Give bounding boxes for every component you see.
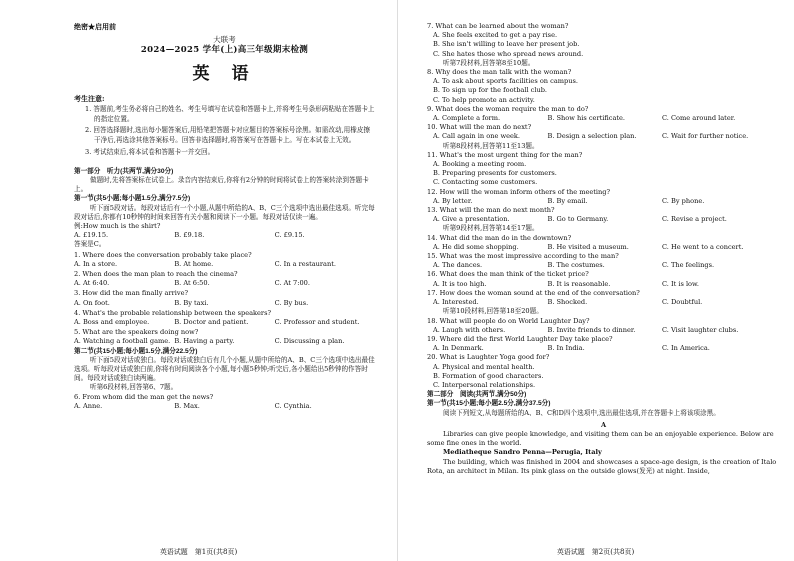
question-list xyxy=(427,22,780,390)
option-line: B. She isn't willing to leave her present job. xyxy=(433,40,580,49)
example-options xyxy=(74,231,375,240)
material-label: 听第8段材料,回答第11至13题。 xyxy=(443,141,539,150)
question-stem: 19. Where did the first World Laughter Day take place? xyxy=(427,334,613,343)
option-a: A. He did some shopping. xyxy=(433,242,519,251)
question-options xyxy=(427,197,780,206)
option-b: B. At home. xyxy=(174,259,214,268)
question-options xyxy=(74,318,375,327)
option-b: B. At 6:50. xyxy=(174,279,210,288)
example-option-b: B. £9.18. xyxy=(174,231,205,240)
option-a: A. At 6:40. xyxy=(74,279,110,288)
option-a: A. On foot. xyxy=(74,298,110,307)
option-b: B. By email. xyxy=(547,196,588,205)
left-footer: 英语试题 第1页(共8页) xyxy=(159,547,238,556)
question-options xyxy=(427,298,780,307)
example-option-a: A. £19.15. xyxy=(74,231,109,240)
question-stem: 10. What will the man do next? xyxy=(427,123,532,132)
option-line: A. Physical and mental health. xyxy=(433,362,535,371)
option-line: B. Preparing presents for customers. xyxy=(433,169,557,178)
passage-label: A xyxy=(600,420,607,429)
option-c: C. Revise a project. xyxy=(662,215,727,224)
note-item: 2. 回答选择题时,选出每小题答案后,用铅笔把答题卡对应题目的答案标号涂黑。如需改动,用橡皮擦干净后,再选涂其他答案标号。回答非选择题时,将答案写在答题卡上。写在本试卷上无效。 xyxy=(85,126,371,145)
sec2-title: 第二节(共15小题;每小题1.5分,满分22.5分) xyxy=(74,347,198,355)
question-6-options xyxy=(74,402,375,411)
option-b: B. By taxi. xyxy=(174,298,209,307)
option-a: A. Anne. xyxy=(74,401,103,410)
option-c: C. By phone. xyxy=(662,196,705,205)
option-line: B. To sign up for the football club. xyxy=(433,86,548,95)
option-b: B. Design a selection plan. xyxy=(547,132,637,141)
option-b: B. It is reasonable. xyxy=(547,279,611,288)
part1-title: 第一部分 听力(共两节,满分30分) xyxy=(74,167,174,175)
option-c: C. Doubtful. xyxy=(662,298,703,307)
passage-body: The building, which was finished in 2004 and showcases a space-age design, is the creation of Italo Rota, an architect in Milan. Its pink glass on the outside glows(发光) at night. Inside, xyxy=(427,457,777,475)
option-c: C. Wait for further notice. xyxy=(662,132,749,141)
option-line: C. Contacting some customers. xyxy=(433,178,538,187)
subject-title: 英 语 xyxy=(192,63,257,84)
option-a: A. Give a presentation. xyxy=(433,215,510,224)
material-label: 听第7段材料,回答第8至10题。 xyxy=(443,58,535,67)
question-options xyxy=(74,279,375,288)
note-item: 1. 答题前,考生务必将自己的姓名、考生号填写在试卷和答题卡上,并将考生号条形码粘贴在答题卡上的指定位置。 xyxy=(85,104,375,123)
option-b: B. Max. xyxy=(174,401,200,410)
option-b: B. Doctor and patient. xyxy=(174,318,249,327)
question-stem: 9. What does the woman require the man to do? xyxy=(427,104,589,113)
question-stem: 4. What's the probable relationship between the speakers? xyxy=(74,308,271,317)
option-line: C. She hates those who spread news around. xyxy=(433,49,584,58)
option-line: A. To ask about sports facilities on campus. xyxy=(433,77,578,86)
option-b: B. He visited a museum. xyxy=(547,242,629,251)
option-b: B. Invite friends to dinner. xyxy=(547,325,636,334)
question-stem: 1. Where does the conversation probably take place? xyxy=(74,250,252,259)
option-c: C. The feelings. xyxy=(662,261,715,270)
option-b: B. Having a party. xyxy=(174,337,235,346)
material-6-label: 听第6段材料,回答第6、7题。 xyxy=(90,383,178,392)
option-c: C. Cynthia. xyxy=(274,401,312,410)
option-a: A. Interested. xyxy=(433,298,479,307)
passage-intro: Libraries can give people knowledge, and visiting them can be an enjoyable experience. Below are some fine ones in the world. xyxy=(427,429,774,448)
option-b: B. The costumes. xyxy=(547,261,605,270)
question-options xyxy=(74,260,375,269)
exam-title: 2024—2025 学年(上)高三年级期末检测 xyxy=(140,45,309,56)
option-a: A. In Denmark. xyxy=(433,344,484,353)
option-c: C. Visit laughter clubs. xyxy=(662,325,739,334)
question-options xyxy=(427,261,780,270)
right-footer: 英语试题 第2页(共8页) xyxy=(556,547,635,556)
question-stem: 13. What will the man do next month? xyxy=(427,206,555,215)
question-options xyxy=(427,344,780,353)
question-options xyxy=(427,114,780,123)
reading-sec1-title: 第一节(共15小题;每小题2.5分,满分37.5分) xyxy=(427,400,551,408)
question-6: 6. From whom did the man get the news? xyxy=(74,392,214,401)
question-options xyxy=(427,132,780,141)
part2-title: 第二部分 阅读(共两节,满分50分) xyxy=(427,391,527,399)
option-a: A. Watching a football game. xyxy=(74,337,171,346)
question-stem: 15. What was the most impressive according to the man? xyxy=(427,252,619,261)
option-line: A. She feels excited to get a pay rise. xyxy=(433,31,558,40)
question-stem: 5. What are the speakers doing now? xyxy=(74,328,199,337)
question-stem: 8. Why does the man talk with the woman? xyxy=(427,68,572,77)
question-stem: 12. How will the woman inform others of the meeting? xyxy=(427,187,611,196)
question-stem: 3. How did the man finally arrive? xyxy=(74,289,189,298)
option-c: C. It is low. xyxy=(662,279,699,288)
question-options xyxy=(74,337,375,346)
note-item: 3. 考试结束后,将本试卷和答题卡一并交回。 xyxy=(85,148,215,156)
option-b: B. Show his certificate. xyxy=(547,114,626,123)
question-stem: 16. What does the man think of the ticket price? xyxy=(427,270,589,279)
question-stem: 14. What did the man do in the downtown? xyxy=(427,233,572,242)
option-c: C. Come around later. xyxy=(662,114,736,123)
notes-list xyxy=(74,105,375,158)
example-option-c: C. £9.15. xyxy=(274,231,305,240)
sec1-intro: 听下面5段对话。每段对话后有一个小题,从题中所给的A、B、C三个选项中选出最佳选项。听完每段对话后,你都有10秒钟的时间来回答有关小题和阅读下一小题。每段对话仅读一遍。 xyxy=(74,203,375,221)
example-question: 例:How much is the shirt? xyxy=(74,222,161,231)
question-options xyxy=(74,299,375,308)
sec1-title: 第一节(共5小题;每小题1.5分,满分7.5分) xyxy=(74,195,191,203)
reading-sec1-intro: 阅读下列短文,从每题所给的A、B、C和D四个选项中,选出最佳选项,并在答题卡上将该项涂黑。 xyxy=(443,408,720,417)
option-b: B. Shocked. xyxy=(547,298,588,307)
question-stem: 18. What will people do on World Laughter Day? xyxy=(427,316,590,325)
option-a: A. In a store. xyxy=(74,259,118,268)
option-line: A. Booking a meeting room. xyxy=(433,160,527,169)
question-options xyxy=(427,280,780,289)
sec2-intro: 听下面5段对话或独白。每段对话或独白后有几个小题,从题中所给的A、B、C三个选项中选出最佳选项。听每段对话或独白前,你将有时间阅读各个小题,每小题5秒钟;听完后,各小题给出5秒钟的作答时间。每段对话或独白读两遍。 xyxy=(74,355,375,383)
option-a: A. Laugh with others. xyxy=(433,325,506,334)
confidential-label: 绝密★启用前 xyxy=(74,22,116,31)
question-stem: 2. When does the man plan to reach the cinema? xyxy=(74,270,238,279)
option-c: C. At 7:00. xyxy=(274,279,310,288)
option-a: A. Call again in one week. xyxy=(433,132,520,141)
option-line: C. To help promote an activity. xyxy=(433,95,535,104)
option-line: B. Formation of good characters. xyxy=(433,371,544,380)
option-c: C. By bus. xyxy=(274,298,309,307)
option-b: B. Go to Germany. xyxy=(547,215,609,224)
option-a: A. Boss and employee. xyxy=(74,318,150,327)
question-stem: 11. What's the most urgent thing for the man? xyxy=(427,150,583,159)
option-c: C. Discussing a plan. xyxy=(274,337,345,346)
question-stem: 17. How does the woman sound at the end of the conversation? xyxy=(427,288,640,297)
option-b: B. In India. xyxy=(547,344,585,353)
question-stem: 7. What can be learned about the woman? xyxy=(427,22,569,30)
option-a: A. By letter. xyxy=(433,196,473,205)
option-a: A. Complete a form. xyxy=(433,114,501,123)
option-c: C. In America. xyxy=(662,344,710,353)
option-a: A. It is too high. xyxy=(433,279,487,288)
part1-intro: 做题时,先将答案标在试卷上。录音内容结束后,你将有2分钟的时间将试卷上的答案转涂到答题卡上。 xyxy=(74,176,369,194)
example-answer: 答案是C。 xyxy=(74,240,106,249)
material-label: 听第10段材料,回答第18至20题。 xyxy=(443,307,543,316)
exam-header xyxy=(74,35,375,83)
option-a: A. The dances. xyxy=(433,261,483,270)
brand-name: 大联考 xyxy=(213,35,236,45)
option-c: C. In a restaurant. xyxy=(274,259,336,268)
question-options xyxy=(427,326,780,335)
question-stem: 20. What is Laughter Yoga good for? xyxy=(427,353,550,362)
question-list xyxy=(74,251,375,347)
notes-title: 考生注意: xyxy=(74,93,105,103)
material-label: 听第9段材料,回答第14至17题。 xyxy=(443,224,539,233)
right-page xyxy=(397,0,794,561)
passage-heading: Mediatheque Sandro Penna—Perugia, Italy xyxy=(443,448,602,457)
question-options xyxy=(427,243,780,252)
option-c: C. He went to a concert. xyxy=(662,242,744,251)
option-c: C. Professor and student. xyxy=(274,318,360,327)
option-line: C. Interpersonal relationships. xyxy=(433,380,536,389)
